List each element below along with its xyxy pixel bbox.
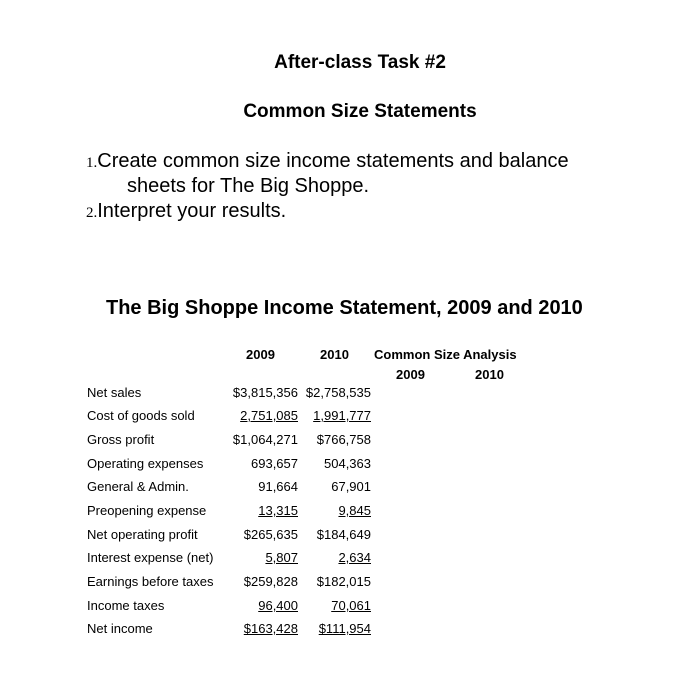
- value-2010: 9,845: [338, 503, 371, 518]
- row-general-admin: [0, 479, 700, 502]
- row-gross-profit: [0, 432, 700, 455]
- value-2009: $3,815,356: [232, 385, 298, 400]
- column-header-cs-2009: 2009: [396, 367, 425, 382]
- row-earnings-before-taxes: [0, 574, 700, 597]
- value-2010: $182,015: [316, 574, 371, 589]
- value-2009: $265,635: [243, 527, 298, 542]
- row-operating-expenses: [0, 456, 700, 479]
- value-2010: 67,901: [331, 479, 371, 494]
- column-header-common-size: Common Size Analysis: [374, 347, 517, 362]
- value-2009: 2,751,085: [240, 408, 298, 423]
- value-2010: $111,954: [318, 621, 371, 636]
- row-label: Operating expenses: [87, 456, 204, 471]
- row-label: Interest expense (net): [87, 550, 214, 565]
- value-2010: $2,758,535: [305, 385, 371, 400]
- row-preopening-expense: [0, 503, 700, 526]
- list-number: 2.: [86, 205, 98, 221]
- value-2009: $163,428: [243, 621, 298, 636]
- value-2009: 91,664: [258, 479, 298, 494]
- value-2010: $184,649: [316, 527, 371, 542]
- row-label: General & Admin.: [87, 479, 189, 494]
- row-label: Gross profit: [87, 432, 155, 447]
- row-label: Earnings before taxes: [87, 574, 214, 589]
- value-2009: 693,657: [251, 456, 298, 471]
- value-2010: 2,634: [338, 550, 371, 565]
- value-2010: 1,991,777: [313, 408, 371, 423]
- instruction-item-2: [86, 199, 286, 225]
- column-header-cs-2010: 2010: [475, 367, 504, 382]
- statement-title: The Big Shoppe Income Statement, 2009 and 2010: [106, 297, 583, 319]
- row-label: Net sales: [87, 385, 142, 400]
- instruction-text: Create common size income statements and balance: [97, 150, 569, 172]
- row-income-taxes: [0, 598, 700, 621]
- row-label: Net income: [87, 621, 153, 636]
- value-2009: 13,315: [258, 503, 298, 518]
- list-number: 1.: [86, 155, 98, 171]
- value-2009: 5,807: [265, 550, 298, 565]
- subtitle: Common Size Statements: [243, 101, 477, 122]
- instruction-item-1-continuation: sheets for The Big Shoppe.: [127, 175, 370, 197]
- row-label: Preopening expense: [87, 503, 207, 518]
- row-cost-of-goods-sold: [0, 408, 700, 431]
- value-2009: 96,400: [258, 598, 298, 613]
- column-header-2009: 2009: [246, 347, 275, 362]
- row-net-income: [0, 621, 700, 644]
- row-label: Income taxes: [87, 598, 165, 613]
- row-net-sales: [0, 385, 700, 408]
- value-2010: 504,363: [324, 456, 371, 471]
- row-interest-expense: [0, 550, 700, 573]
- value-2009: $259,828: [243, 574, 298, 589]
- row-net-operating-profit: [0, 527, 700, 550]
- instruction-item-1: [86, 149, 569, 175]
- value-2010: $766,758: [316, 432, 371, 447]
- task-title: After-class Task #2: [274, 52, 446, 73]
- column-header-2010: 2010: [320, 347, 349, 362]
- row-label: Net operating profit: [87, 527, 198, 542]
- row-label: Cost of goods sold: [87, 408, 195, 423]
- instruction-text: Interpret your results.: [97, 200, 287, 222]
- value-2010: 70,061: [331, 598, 371, 613]
- value-2009: $1,064,271: [232, 432, 298, 447]
